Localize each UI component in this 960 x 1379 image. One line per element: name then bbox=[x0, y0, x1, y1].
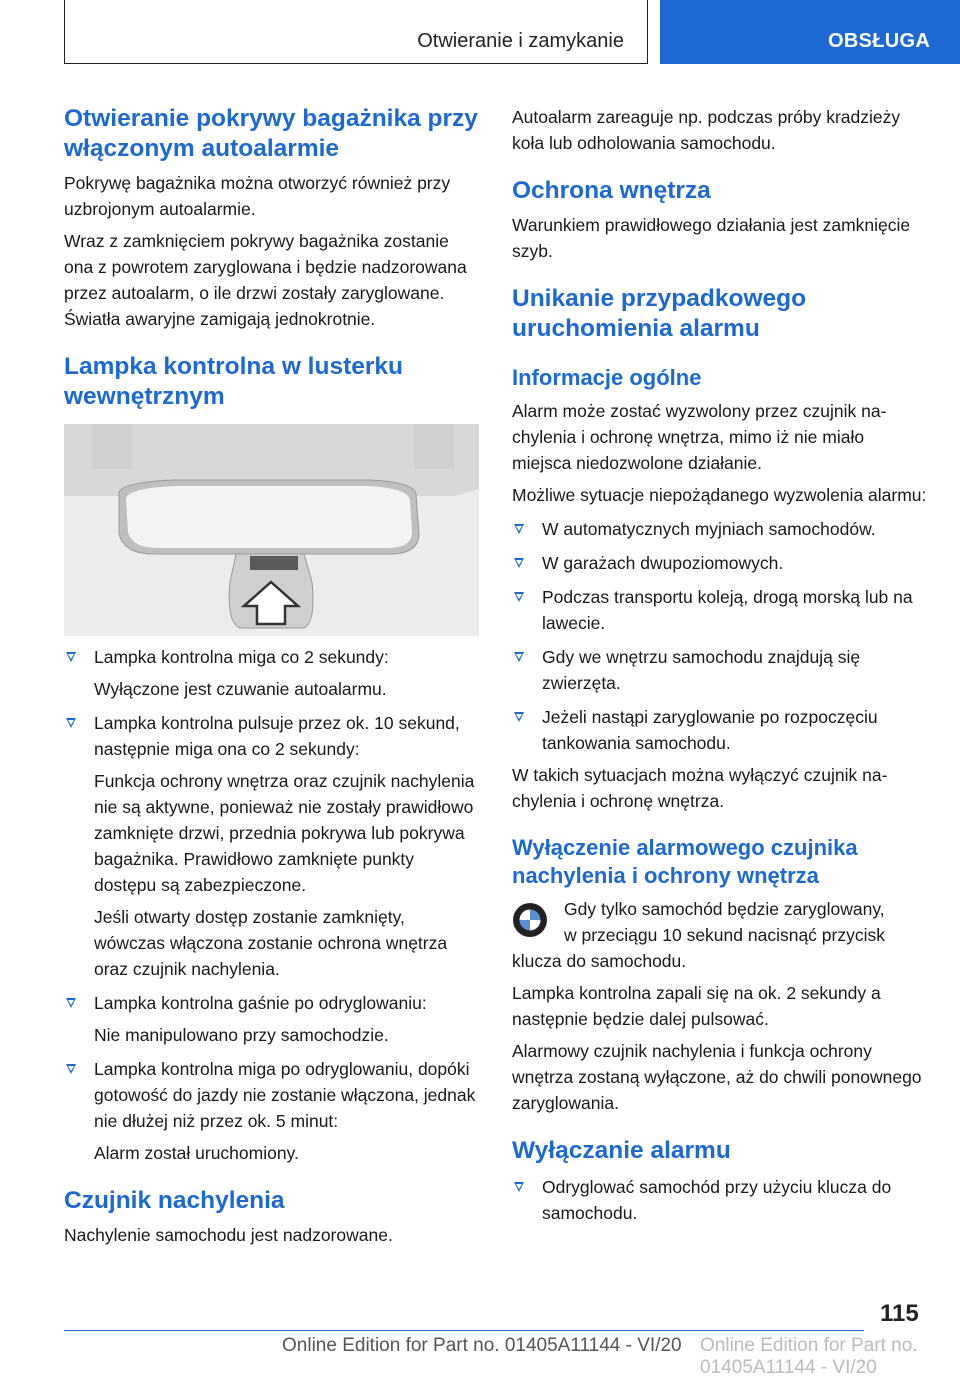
heading-mirror-lamp: Lampka kontrolna w lusterku wewnętrznym bbox=[64, 353, 403, 410]
bmw-key-logo-icon bbox=[512, 902, 548, 938]
paragraph: Alarm może zostać wyzwolony przez czujnik nachylenia i ochronę wnętrza, mimo iż nie miało miejsca niedozwolone działanie. bbox=[512, 401, 887, 473]
footer-divider bbox=[64, 1330, 864, 1331]
paragraph: Warunkiem prawidłowego działania jest zamknięcie szyb. bbox=[512, 215, 911, 261]
list-item-text: Lampka kontrolna miga po odryglowaniu, dopóki gotowość do jazdy nie zostanie włączona, jednak nie dłużej niż przez ok. 5 minut: bbox=[94, 1059, 476, 1131]
list-item-text: Podczas transportu koleją, drogą morską lub na lawecie. bbox=[542, 587, 913, 633]
right-column bbox=[512, 104, 927, 1226]
triangle-bullet-icon bbox=[66, 718, 76, 728]
list-item-text: Lampka kontrolna gaśnie po odryglowaniu: bbox=[94, 993, 427, 1013]
paragraph: Pokrywę bagażnika można otworzyć również przy uzbrojonym autoalarmie. bbox=[64, 173, 451, 219]
triangle-bullet-icon bbox=[514, 1182, 524, 1192]
paragraph: Autoalarm zareaguje np. podczas próby kradzieży koła lub odholowania samochodu. bbox=[512, 107, 901, 153]
list-item bbox=[512, 550, 927, 576]
list-item-text: Odryglować samochód przy użyciu klucza do samochodu. bbox=[542, 1177, 892, 1223]
triangle-bullet-icon bbox=[514, 652, 524, 662]
list-item-detail: Jeśli otwarty dostęp zostanie zamknięty, wówczas włączona zostanie ochrona wnętrza oraz czujnik nachylenia. bbox=[94, 907, 448, 979]
false-alarm-list bbox=[512, 516, 927, 756]
list-item-detail: Alarm został uruchomiony. bbox=[94, 1143, 299, 1163]
paragraph: w przeciągu 10 sekund nacisnąć przycisk bbox=[564, 925, 885, 945]
key-button-instruction bbox=[512, 896, 927, 974]
paragraph: Nachylenie samochodu jest nadzorowane. bbox=[64, 1225, 393, 1245]
paragraph: Gdy tylko samochód będzie zaryglowany, bbox=[564, 899, 885, 919]
triangle-bullet-icon bbox=[514, 712, 524, 722]
list-item bbox=[512, 584, 927, 636]
heading-disable-alarm: Wyłączanie alarmu bbox=[512, 1137, 731, 1164]
list-item-text: Gdy we wnętrzu samochodu znajdują się zwierzęta. bbox=[542, 647, 861, 693]
header-tab[interactable] bbox=[660, 0, 960, 64]
heading-tilt-sensor: Czujnik nachylenia bbox=[64, 1187, 285, 1214]
list-item bbox=[64, 990, 479, 1048]
triangle-bullet-icon bbox=[514, 524, 524, 534]
list-item bbox=[512, 516, 927, 542]
list-item-text: Lampka kontrolna pulsuje przez ok. 10 sekund, następnie miga ona co 2 sekundy: bbox=[94, 713, 460, 759]
triangle-bullet-icon bbox=[66, 652, 76, 662]
heading-avoid-false-alarm: Unikanie przypadkowego uruchomienia alarmu bbox=[512, 285, 807, 342]
paragraph: Alarmowy czujnik nachylenia i funkcja ochrony wnętrza zostaną wyłączone, aż do chwili ponownego zaryglowania. bbox=[512, 1041, 922, 1113]
paragraph: klucza do samochodu. bbox=[512, 951, 687, 971]
disable-alarm-list bbox=[512, 1174, 927, 1226]
list-item-text: W garażach dwupoziomowych. bbox=[542, 553, 784, 573]
list-item-detail: Wyłączone jest czuwanie autoalarmu. bbox=[94, 679, 387, 699]
footer-edition: Online Edition for Part no. 01405A11144 - VI/20 bbox=[282, 1335, 682, 1356]
paragraph: Lampka kontrolna zapali się na ok. 2 sekundy a następnie będzie dalej pulsować. bbox=[512, 983, 881, 1029]
list-item-text: Jeżeli nastąpi zaryglowanie po rozpoczęciu tankowania samochodu. bbox=[542, 707, 878, 753]
paragraph: Możliwe sytuacje niepożądanego wyzwolenia alarmu: bbox=[512, 485, 927, 505]
list-item bbox=[64, 1056, 479, 1166]
triangle-bullet-icon bbox=[66, 998, 76, 1008]
heading-general-info: Informacje ogólne bbox=[512, 365, 702, 390]
paragraph: Wraz z zamknięciem pokrywy bagażnika zostanie ona z powrotem zaryglowana i będzie nadzorowana przez autoalarm, o ile drzwi zostały zaryglowane. Światła awaryjne zamigają jednokrotnie. bbox=[64, 231, 467, 329]
mirror-illustration bbox=[64, 424, 479, 636]
heading-trunk-open: Otwieranie pokrywy bagażnika przy włączonym autoalarmie bbox=[64, 105, 478, 162]
lamp-states-list bbox=[64, 644, 479, 1166]
triangle-bullet-icon bbox=[66, 1064, 76, 1074]
list-item bbox=[512, 704, 927, 756]
triangle-bullet-icon bbox=[514, 558, 524, 568]
list-item-text: Lampka kontrolna miga co 2 sekundy: bbox=[94, 647, 389, 667]
heading-interior-protection: Ochrona wnętrza bbox=[512, 177, 711, 204]
left-column bbox=[64, 104, 479, 1248]
list-item-text: W automatycznych myjniach samochodów. bbox=[542, 519, 876, 539]
list-item bbox=[512, 644, 927, 696]
list-item bbox=[64, 710, 479, 982]
header-tab-label: OBSŁUGA bbox=[828, 30, 931, 52]
page-number: 115 bbox=[880, 1300, 919, 1327]
paragraph: W takich sytuacjach można wyłączyć czujnik nachylenia i ochronę wnętrza. bbox=[512, 765, 888, 811]
list-item bbox=[64, 644, 479, 702]
list-item-detail: Nie manipulowano przy samochodzie. bbox=[94, 1025, 389, 1045]
list-item bbox=[512, 1174, 927, 1226]
footer-watermark: Online Edition for Part no. 01405A11144 - VI/20 bbox=[700, 1335, 918, 1378]
list-item-detail: Funkcja ochrony wnętrza oraz czujnik nachylenia nie są aktywne, ponieważ nie zostały prawidłowo zamknięte drzwi, przednia pokrywa lub pokrywa bagażnika. Prawidłowo zamknięte punkty dostępu są zabezpieczone. bbox=[94, 771, 475, 895]
triangle-bullet-icon bbox=[514, 592, 524, 602]
header-section-title: Otwieranie i zamykanie bbox=[417, 30, 624, 52]
heading-disable-tilt-sensor: Wyłączenie alarmowego czujnika nachylenia i ochrony wnętrza bbox=[512, 835, 858, 888]
